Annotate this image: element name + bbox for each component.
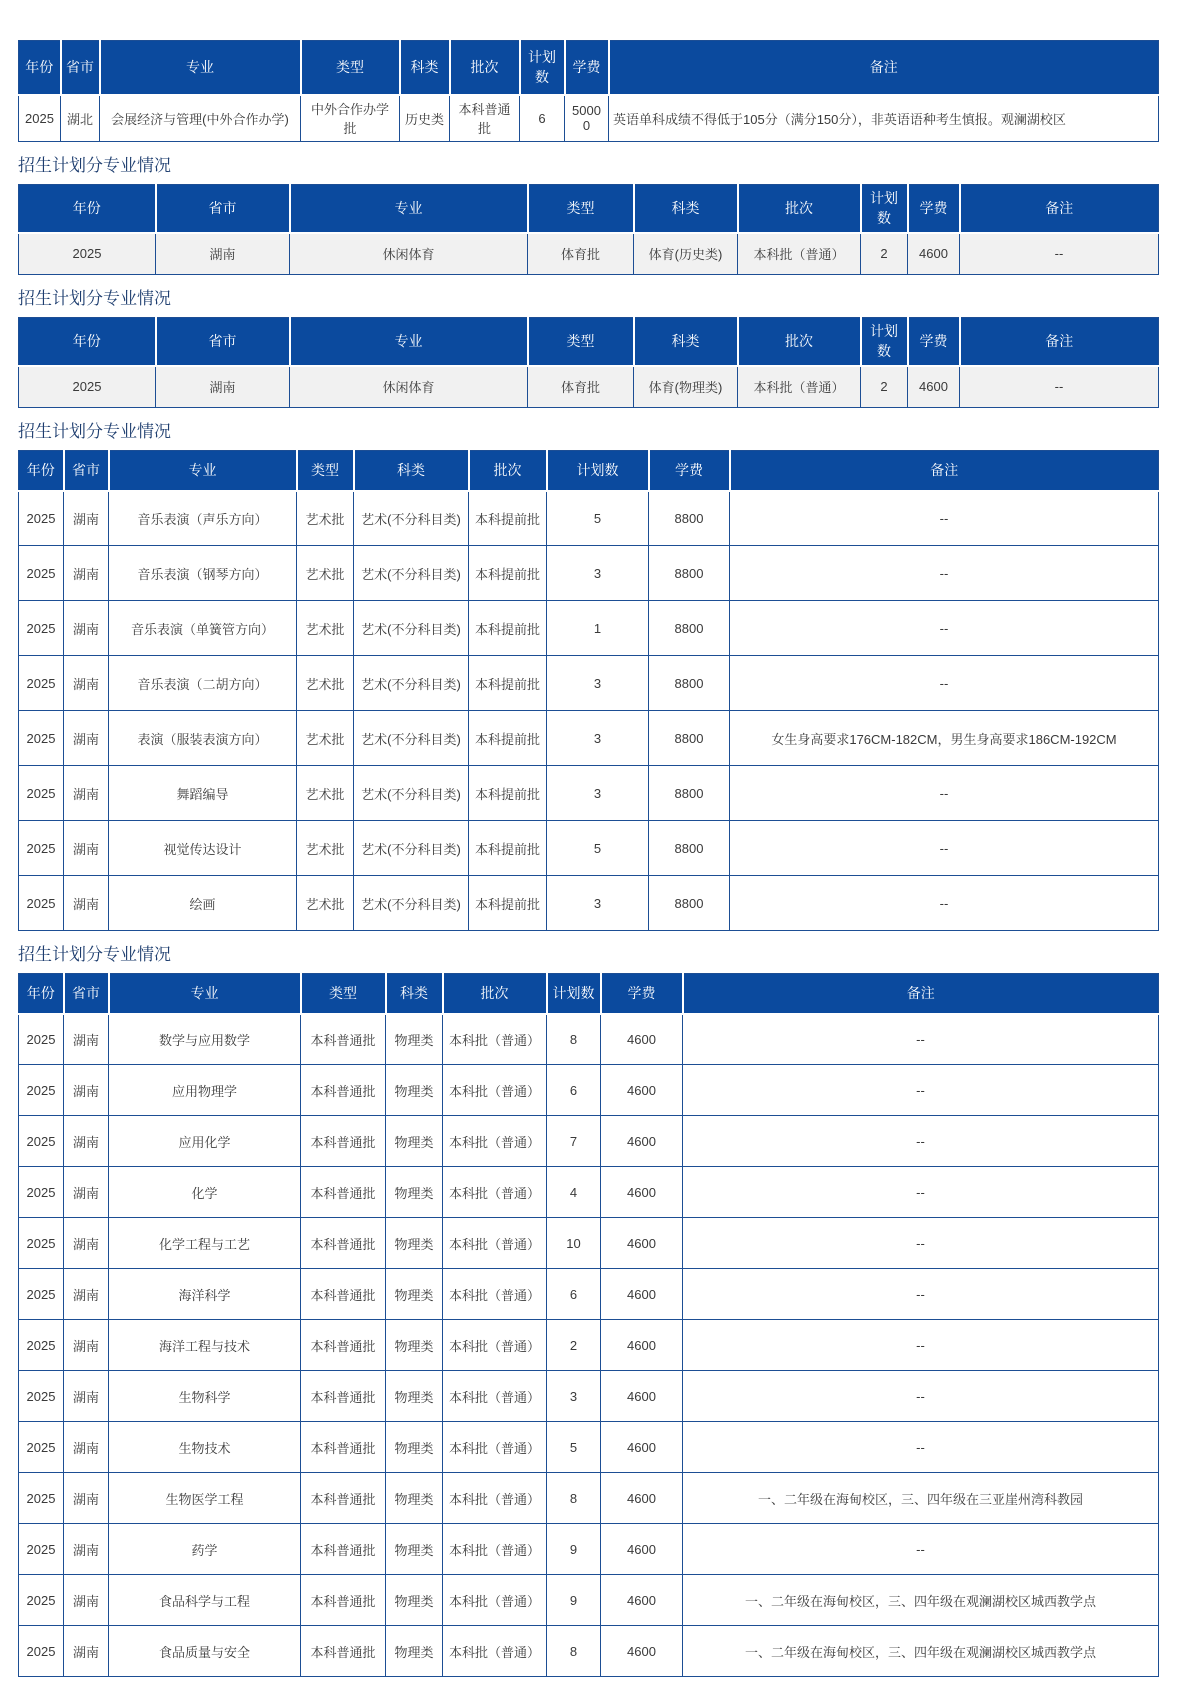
table-cell: 本科普通批	[301, 1167, 386, 1218]
table-cell: 音乐表演（声乐方向）	[109, 491, 297, 546]
table-cell: 本科批（普通）	[738, 366, 861, 408]
table-cell: 本科提前批	[469, 546, 547, 601]
section-title: 招生计划分专业情况	[18, 156, 171, 175]
table-cell: 2	[861, 366, 908, 408]
column-header: 科类	[354, 451, 469, 491]
table-cell: 湖南	[64, 876, 109, 931]
table-cell: 本科批（普通）	[443, 1320, 547, 1371]
table-cell: 本科提前批	[469, 656, 547, 711]
table-cell: 本科普通批	[301, 1116, 386, 1167]
enrollment-table	[18, 40, 1159, 142]
table-cell: 本科普通批	[301, 1320, 386, 1371]
table-cell: 体育(物理类)	[634, 366, 738, 408]
table-cell: 湖北	[61, 95, 100, 142]
table-cell: 4600	[601, 1269, 683, 1320]
table-cell: 湖南	[64, 711, 109, 766]
table-cell: 海洋工程与技术	[109, 1320, 301, 1371]
table-cell: 物理类	[386, 1167, 443, 1218]
table-cell: 5	[547, 821, 649, 876]
column-header: 科类	[386, 974, 443, 1014]
table-cell: 2025	[19, 656, 64, 711]
table-cell: 湖南	[64, 1167, 109, 1218]
column-header: 科类	[400, 41, 450, 95]
table-row	[19, 656, 1159, 711]
table-row	[19, 1575, 1159, 1626]
table-cell: 数学与应用数学	[109, 1014, 301, 1065]
table-cell: 一、二年级在海甸校区，三、四年级在三亚崖州湾科教园	[683, 1473, 1159, 1524]
table-cell: 艺术(不分科目类)	[354, 711, 469, 766]
table-cell: 2025	[19, 95, 61, 142]
table-row	[19, 95, 1159, 142]
table-cell: 4600	[601, 1473, 683, 1524]
table-cell: --	[683, 1116, 1159, 1167]
column-header: 批次	[738, 318, 861, 366]
table-cell: 本科提前批	[469, 601, 547, 656]
table-cell: 2	[547, 1320, 601, 1371]
table-cell: 湖南	[64, 491, 109, 546]
table-cell: 本科普通批	[450, 95, 520, 142]
table-cell: 4600	[601, 1218, 683, 1269]
table-cell: 湖南	[64, 1065, 109, 1116]
table-cell: 3	[547, 1371, 601, 1422]
table-cell: 本科提前批	[469, 491, 547, 546]
column-header: 计划数	[547, 451, 649, 491]
table-cell: 4600	[601, 1524, 683, 1575]
table-cell: 本科批（普通）	[443, 1371, 547, 1422]
table-cell: 本科提前批	[469, 821, 547, 876]
header-row	[19, 185, 1159, 233]
table-cell: 2025	[19, 1371, 64, 1422]
table-cell: 应用化学	[109, 1116, 301, 1167]
table-cell: 5	[547, 491, 649, 546]
table-cell: --	[730, 821, 1159, 876]
table-cell: 6	[547, 1269, 601, 1320]
table-cell: 舞蹈编导	[109, 766, 297, 821]
table-cell: 2025	[19, 821, 64, 876]
table-cell: --	[683, 1524, 1159, 1575]
table-row	[19, 491, 1159, 546]
table-cell: 8	[547, 1014, 601, 1065]
table-cell: 3	[547, 711, 649, 766]
table-cell: 湖南	[156, 366, 290, 408]
table-row	[19, 766, 1159, 821]
table-cell: --	[683, 1422, 1159, 1473]
table-cell: 物理类	[386, 1218, 443, 1269]
table-cell: 湖南	[64, 1626, 109, 1677]
table-cell: 湖南	[64, 1524, 109, 1575]
column-header: 类型	[301, 41, 400, 95]
table-cell: 物理类	[386, 1014, 443, 1065]
table-cell: 7	[547, 1116, 601, 1167]
column-header: 科类	[634, 318, 738, 366]
table-cell: 4600	[908, 233, 960, 275]
table-cell: --	[683, 1371, 1159, 1422]
table-cell: 2025	[19, 1524, 64, 1575]
table-cell: 本科普通批	[301, 1422, 386, 1473]
table-cell: 2025	[19, 601, 64, 656]
column-header: 学费	[908, 185, 960, 233]
table-cell: 本科普通批	[301, 1065, 386, 1116]
column-header: 批次	[450, 41, 520, 95]
table-cell: 物理类	[386, 1473, 443, 1524]
table-cell: 本科批（普通）	[443, 1116, 547, 1167]
table-cell: 湖南	[64, 601, 109, 656]
table-cell: 8800	[649, 766, 730, 821]
table-cell: --	[730, 601, 1159, 656]
table-row	[19, 711, 1159, 766]
column-header: 省市	[64, 974, 109, 1014]
table-cell: 2025	[19, 876, 64, 931]
table-row	[19, 821, 1159, 876]
table-cell: --	[683, 1269, 1159, 1320]
table-cell: 4600	[601, 1422, 683, 1473]
table-cell: 本科普通批	[301, 1269, 386, 1320]
table-cell: 1	[547, 601, 649, 656]
table-cell: 4600	[601, 1320, 683, 1371]
table-cell: 2025	[19, 1575, 64, 1626]
table-cell: 4600	[601, 1014, 683, 1065]
table-cell: 休闲体育	[290, 233, 528, 275]
table-cell: 2025	[19, 1473, 64, 1524]
column-header: 备注	[683, 974, 1159, 1014]
column-header: 专业	[109, 974, 301, 1014]
table-cell: 物理类	[386, 1575, 443, 1626]
table-cell: 体育批	[528, 233, 634, 275]
table-cell: 8800	[649, 821, 730, 876]
table-cell: 湖南	[64, 546, 109, 601]
header-row	[19, 974, 1159, 1014]
table-cell: 本科批（普通）	[738, 233, 861, 275]
table-cell: 表演（服装表演方向）	[109, 711, 297, 766]
table-cell: 2025	[19, 1167, 64, 1218]
table-cell: 6	[547, 1065, 601, 1116]
column-header: 计划数	[861, 185, 908, 233]
table-cell: 本科批（普通）	[443, 1473, 547, 1524]
table-cell: 英语单科成绩不得低于105分（满分150分），非英语语种考生慎报。观澜湖校区	[609, 95, 1159, 142]
table-cell: 本科普通批	[301, 1473, 386, 1524]
table-cell: --	[730, 656, 1159, 711]
table-cell: 体育批	[528, 366, 634, 408]
table-cell: 本科普通批	[301, 1218, 386, 1269]
table-row	[19, 1371, 1159, 1422]
table-cell: 2025	[19, 1218, 64, 1269]
enrollment-table	[18, 973, 1159, 1677]
table-cell: 8800	[649, 656, 730, 711]
table-cell: 艺术批	[297, 491, 354, 546]
column-header: 专业	[100, 41, 301, 95]
table-cell: 9	[547, 1524, 601, 1575]
column-header: 专业	[109, 451, 297, 491]
table-cell: 艺术(不分科目类)	[354, 601, 469, 656]
table-cell: 艺术批	[297, 766, 354, 821]
table-cell: 2025	[19, 1269, 64, 1320]
table-cell: 艺术批	[297, 656, 354, 711]
column-header: 备注	[960, 318, 1159, 366]
table-row	[19, 1473, 1159, 1524]
table-cell: 艺术(不分科目类)	[354, 491, 469, 546]
table-cell: 视觉传达设计	[109, 821, 297, 876]
enrollment-table	[18, 184, 1159, 275]
table-cell: 湖南	[64, 1218, 109, 1269]
table-cell: 本科普通批	[301, 1524, 386, 1575]
column-header: 类型	[528, 185, 634, 233]
column-header: 类型	[528, 318, 634, 366]
table-cell: 艺术(不分科目类)	[354, 876, 469, 931]
table-cell: 药学	[109, 1524, 301, 1575]
table-cell: 湖南	[156, 233, 290, 275]
table-cell: 物理类	[386, 1524, 443, 1575]
table-cell: 艺术(不分科目类)	[354, 546, 469, 601]
table-row	[19, 1116, 1159, 1167]
table-cell: 艺术批	[297, 821, 354, 876]
table-cell: 海洋科学	[109, 1269, 301, 1320]
table-row	[19, 1626, 1159, 1677]
table-cell: 2025	[19, 366, 156, 408]
table-cell: 生物技术	[109, 1422, 301, 1473]
table-cell: 2025	[19, 233, 156, 275]
table-cell: 化学	[109, 1167, 301, 1218]
table-cell: 湖南	[64, 1269, 109, 1320]
table-cell: 2	[861, 233, 908, 275]
column-header: 计划数	[547, 974, 601, 1014]
table-cell: 化学工程与工艺	[109, 1218, 301, 1269]
table-cell: 本科普通批	[301, 1014, 386, 1065]
table-cell: 2025	[19, 1014, 64, 1065]
table-cell: 湖南	[64, 766, 109, 821]
table-cell: 4600	[601, 1065, 683, 1116]
table-cell: --	[683, 1014, 1159, 1065]
table-cell: 食品质量与安全	[109, 1626, 301, 1677]
table-cell: 湖南	[64, 1116, 109, 1167]
table-cell: 4600	[601, 1167, 683, 1218]
table-cell: --	[730, 876, 1159, 931]
column-header: 学费	[908, 318, 960, 366]
table-cell: 2025	[19, 766, 64, 821]
column-header: 省市	[156, 318, 290, 366]
table-cell: 一、二年级在海甸校区，三、四年级在观澜湖校区城西教学点	[683, 1575, 1159, 1626]
table-cell: --	[683, 1218, 1159, 1269]
table-cell: 50000	[565, 95, 609, 142]
table-cell: 生物科学	[109, 1371, 301, 1422]
table-cell: --	[960, 366, 1159, 408]
table-cell: 本科批（普通）	[443, 1014, 547, 1065]
table-cell: 艺术批	[297, 711, 354, 766]
table-row	[19, 601, 1159, 656]
column-header: 学费	[649, 451, 730, 491]
table-cell: 物理类	[386, 1116, 443, 1167]
table-row	[19, 1524, 1159, 1575]
table-cell: 本科批（普通）	[443, 1218, 547, 1269]
section-title: 招生计划分专业情况	[18, 422, 171, 441]
column-header: 批次	[443, 974, 547, 1014]
section-title: 招生计划分专业情况	[18, 289, 171, 308]
table-cell: 物理类	[386, 1065, 443, 1116]
header-row	[19, 41, 1159, 95]
table-cell: 2025	[19, 1065, 64, 1116]
table-cell: 本科批（普通）	[443, 1524, 547, 1575]
table-cell: --	[730, 546, 1159, 601]
table-cell: 10	[547, 1218, 601, 1269]
table-cell: 物理类	[386, 1422, 443, 1473]
table-cell: 物理类	[386, 1371, 443, 1422]
table-cell: 本科提前批	[469, 711, 547, 766]
column-header: 年份	[19, 41, 61, 95]
table-cell: 5	[547, 1422, 601, 1473]
table-cell: 绘画	[109, 876, 297, 931]
table-row	[19, 1167, 1159, 1218]
table-row	[19, 876, 1159, 931]
column-header: 年份	[19, 974, 64, 1014]
table-cell: 4600	[601, 1626, 683, 1677]
column-header: 年份	[19, 185, 156, 233]
column-header: 省市	[61, 41, 100, 95]
table-cell: --	[730, 766, 1159, 821]
column-header: 备注	[730, 451, 1159, 491]
table-cell: 艺术批	[297, 601, 354, 656]
column-header: 计划数	[520, 41, 565, 95]
table-cell: 2025	[19, 1116, 64, 1167]
table-row	[19, 366, 1159, 408]
table-cell: 本科普通批	[301, 1371, 386, 1422]
table-cell: --	[683, 1065, 1159, 1116]
table-cell: 女生身高要求176CM-182CM，男生身高要求186CM-192CM	[730, 711, 1159, 766]
table-cell: 2025	[19, 491, 64, 546]
table-cell: --	[960, 233, 1159, 275]
table-row	[19, 233, 1159, 275]
column-header: 年份	[19, 318, 156, 366]
table-cell: 湖南	[64, 1371, 109, 1422]
table-cell: 物理类	[386, 1626, 443, 1677]
column-header: 专业	[290, 185, 528, 233]
table-cell: 音乐表演（钢琴方向）	[109, 546, 297, 601]
table-cell: 3	[547, 546, 649, 601]
table-cell: 4600	[908, 366, 960, 408]
column-header: 备注	[609, 41, 1159, 95]
table-cell: 4600	[601, 1371, 683, 1422]
table-cell: 物理类	[386, 1269, 443, 1320]
table-cell: 本科批（普通）	[443, 1575, 547, 1626]
table-cell: 本科普通批	[301, 1575, 386, 1626]
table-cell: 湖南	[64, 1014, 109, 1065]
table-cell: 3	[547, 766, 649, 821]
column-header: 批次	[738, 185, 861, 233]
table-row	[19, 1269, 1159, 1320]
table-cell: 一、二年级在海甸校区，三、四年级在观澜湖校区城西教学点	[683, 1626, 1159, 1677]
table-cell: 8800	[649, 546, 730, 601]
table-cell: 4600	[601, 1575, 683, 1626]
table-cell: 生物医学工程	[109, 1473, 301, 1524]
table-cell: 2025	[19, 1320, 64, 1371]
table-cell: 湖南	[64, 1473, 109, 1524]
table-cell: 应用物理学	[109, 1065, 301, 1116]
table-cell: --	[683, 1167, 1159, 1218]
column-header: 专业	[290, 318, 528, 366]
table-row	[19, 1065, 1159, 1116]
table-row	[19, 1014, 1159, 1065]
table-cell: 3	[547, 876, 649, 931]
table-cell: 湖南	[64, 1422, 109, 1473]
table-cell: 本科提前批	[469, 876, 547, 931]
enrollment-table	[18, 317, 1159, 408]
enrollment-table	[18, 450, 1159, 931]
table-cell: 湖南	[64, 1320, 109, 1371]
table-cell: 本科批（普通）	[443, 1065, 547, 1116]
header-row	[19, 318, 1159, 366]
table-cell: 9	[547, 1575, 601, 1626]
table-cell: 本科普通批	[301, 1626, 386, 1677]
column-header: 学费	[565, 41, 609, 95]
table-cell: 本科批（普通）	[443, 1626, 547, 1677]
table-cell: 本科批（普通）	[443, 1422, 547, 1473]
table-cell: --	[730, 491, 1159, 546]
table-cell: 艺术(不分科目类)	[354, 821, 469, 876]
table-cell: 4600	[601, 1116, 683, 1167]
table-row	[19, 1218, 1159, 1269]
table-cell: 本科提前批	[469, 766, 547, 821]
table-cell: 8800	[649, 711, 730, 766]
table-cell: 3	[547, 656, 649, 711]
table-cell: 艺术批	[297, 546, 354, 601]
table-cell: 历史类	[400, 95, 450, 142]
table-cell: 2025	[19, 546, 64, 601]
column-header: 计划数	[861, 318, 908, 366]
table-cell: 2025	[19, 711, 64, 766]
table-cell: 艺术(不分科目类)	[354, 656, 469, 711]
table-cell: 体育(历史类)	[634, 233, 738, 275]
table-cell: 6	[520, 95, 565, 142]
header-row	[19, 451, 1159, 491]
table-cell: 音乐表演（二胡方向）	[109, 656, 297, 711]
column-header: 备注	[960, 185, 1159, 233]
table-cell: 会展经济与管理(中外合作办学)	[100, 95, 301, 142]
column-header: 科类	[634, 185, 738, 233]
table-cell: 艺术批	[297, 876, 354, 931]
table-cell: 8	[547, 1626, 601, 1677]
table-cell: 8800	[649, 601, 730, 656]
table-row	[19, 546, 1159, 601]
table-cell: 中外合作办学批	[301, 95, 400, 142]
column-header: 省市	[156, 185, 290, 233]
column-header: 批次	[469, 451, 547, 491]
table-cell: 本科批（普通）	[443, 1269, 547, 1320]
table-cell: 8	[547, 1473, 601, 1524]
table-cell: 本科批（普通）	[443, 1167, 547, 1218]
table-cell: 2025	[19, 1626, 64, 1677]
column-header: 年份	[19, 451, 64, 491]
table-cell: 音乐表演（单簧管方向）	[109, 601, 297, 656]
table-cell: 湖南	[64, 656, 109, 711]
table-cell: 休闲体育	[290, 366, 528, 408]
table-cell: 物理类	[386, 1320, 443, 1371]
table-cell: 8800	[649, 876, 730, 931]
table-cell: 艺术(不分科目类)	[354, 766, 469, 821]
table-cell: 食品科学与工程	[109, 1575, 301, 1626]
column-header: 类型	[297, 451, 354, 491]
table-cell: 2025	[19, 1422, 64, 1473]
column-header: 类型	[301, 974, 386, 1014]
table-cell: 8800	[649, 491, 730, 546]
section-title: 招生计划分专业情况	[18, 945, 171, 964]
table-row	[19, 1320, 1159, 1371]
table-cell: --	[683, 1320, 1159, 1371]
column-header: 学费	[601, 974, 683, 1014]
table-cell: 湖南	[64, 1575, 109, 1626]
table-cell: 4	[547, 1167, 601, 1218]
table-cell: 湖南	[64, 821, 109, 876]
column-header: 省市	[64, 451, 109, 491]
table-row	[19, 1422, 1159, 1473]
